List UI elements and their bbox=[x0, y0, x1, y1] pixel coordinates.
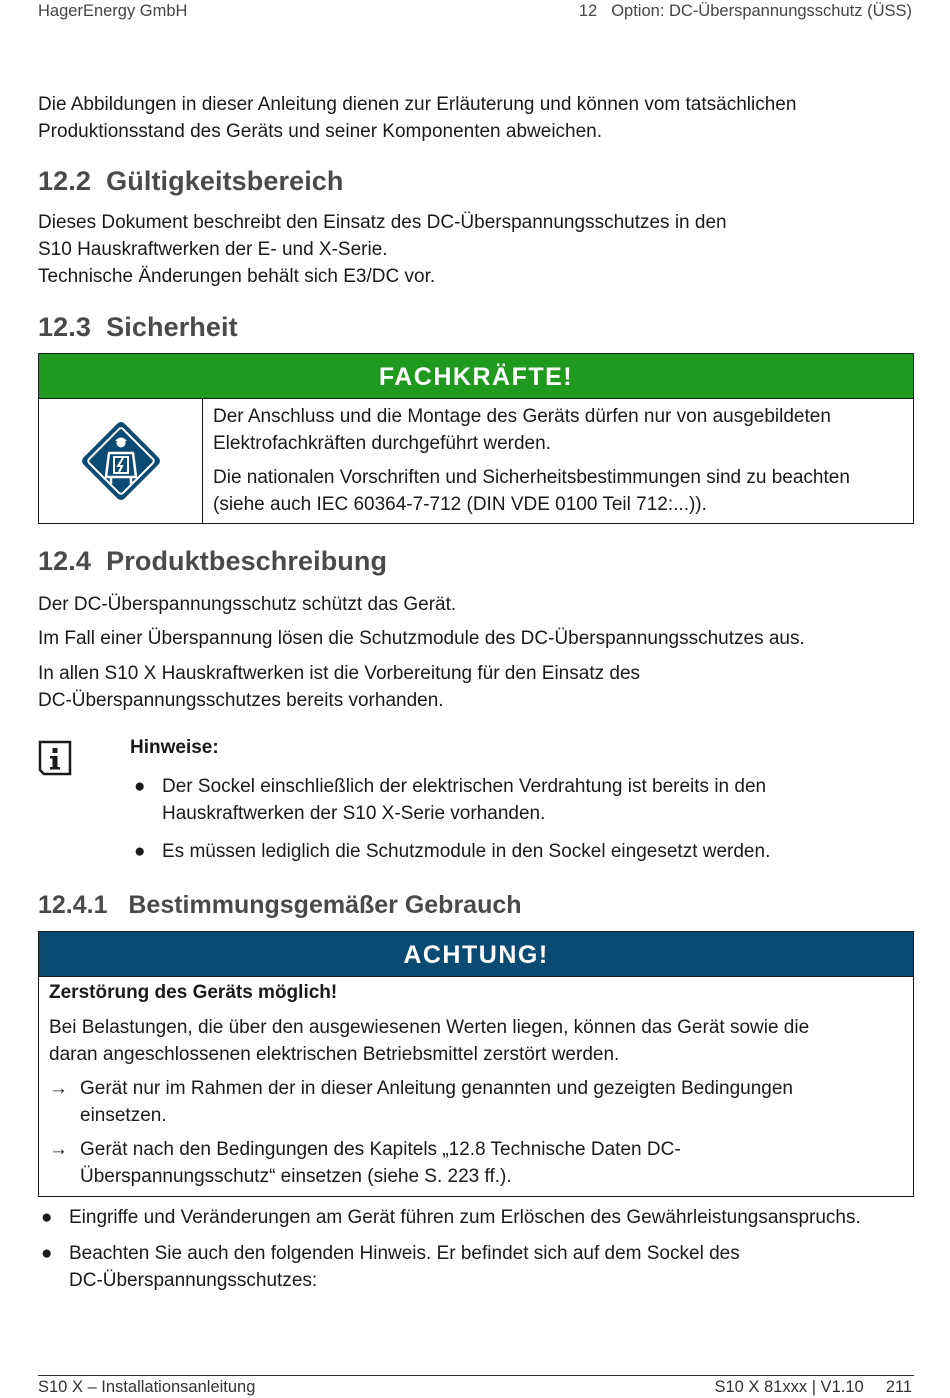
chapter-number: 12 bbox=[578, 2, 598, 20]
bullet: ● bbox=[134, 841, 146, 862]
intro-paragraph: Die Abbildungen in dieser Anleitung dienen zur Erläuterung und können vom tatsächlichen Produktionsstand des Geräts und seiner Komponenten abweichen. bbox=[38, 94, 797, 142]
footer-right bbox=[714, 1378, 912, 1397]
instruction-item-2: → Gerät nach den Bedingungen des Kapitels „12.8 Technische Daten DC- Überspannungsschutz“ einsetzen (siehe S. 223 ff.). bbox=[49, 1136, 903, 1190]
section-heading-12-4: 12.4 Produktbeschreibung bbox=[38, 546, 388, 576]
bullet: ● bbox=[41, 1207, 53, 1228]
document-id: S10 X 81xxx | V1.10 bbox=[714, 1378, 864, 1396]
note-item-1: ● Der Sockel einschließlich der elektrischen Verdrahtung ist bereits in den Hauskraftwerken der S10 X-Serie vorhanden. bbox=[162, 773, 902, 827]
warning-box-body bbox=[39, 977, 913, 1196]
note-title: Hinweise: bbox=[130, 737, 219, 758]
product-description-p2: Im Fall einer Überspannung lösen die Schutzmodule des DC-Überspannungsschutzes aus. bbox=[38, 628, 805, 649]
scope-paragraph: Dieses Dokument beschreibt den Einsatz des DC-Überspannungsschutzes in den S10 Hauskraftwerken der E- und X-Serie. Technische Änderungen behält sich E3/DC vor. bbox=[38, 212, 727, 287]
warning-box-title: ACHTUNG! bbox=[39, 932, 913, 977]
page-number: 211 bbox=[885, 1378, 912, 1396]
section-heading-12-2: 12.2 Gültigkeitsbereich bbox=[38, 166, 344, 196]
company-name: HagerEnergy GmbH bbox=[38, 2, 188, 20]
section-heading-12-3: 12.3 Sicherheit bbox=[38, 312, 238, 342]
arrow-icon: → bbox=[49, 1078, 68, 1099]
warning-box-achtung bbox=[38, 931, 914, 1197]
chapter-heading bbox=[579, 2, 912, 21]
instruction-item-1: → Gerät nur im Rahmen der in dieser Anleitung genannten und gezeigten Bedingungen einsetzen. bbox=[49, 1075, 903, 1129]
product-description-p3: In allen S10 X Hauskraftwerken ist die Vorbereitung für den Einsatz des DC-Überspannungsschutzes bereits vorhanden. bbox=[38, 663, 641, 711]
safety-box-title: FACHKRÄFTE! bbox=[39, 354, 913, 399]
note-item-2: ● Es müssen lediglich die Schutzmodule in den Sockel eingesetzt werden. bbox=[162, 838, 902, 865]
electrician-icon bbox=[81, 421, 161, 501]
document-title: S10 X – Installationsanleitung bbox=[38, 1378, 256, 1396]
info-icon bbox=[38, 740, 72, 776]
bullet: ● bbox=[41, 1243, 53, 1264]
page-header bbox=[38, 2, 912, 24]
safety-box-text: Der Anschluss und die Montage des Geräts dürfen nur von ausgebildeten Elektrofachkräften durchgeführt werden. Die nationalen Vorschriften und Sicherheitsbestimmungen sind zu beachten (siehe auch IEC 60364-7-712 (DIN VDE 0100 Teil 712:...)). bbox=[213, 406, 850, 515]
bullet: ● bbox=[134, 776, 146, 797]
warning-paragraph: Bei Belastungen, die über den ausgewiesenen Werten liegen, können das Gerät sowie die daran angeschlossenen elektrischen Betriebsmittel zerstört werden. bbox=[49, 1017, 810, 1065]
arrow-icon: → bbox=[49, 1139, 68, 1160]
bullet-item-1: ● Eingriffe und Veränderungen am Gerät führen zum Erlöschen des Gewährleistungsanspruchs. bbox=[69, 1204, 914, 1231]
section-heading-12-4-1: 12.4.1 Bestimmungsgemäßer Gebrauch bbox=[38, 891, 522, 919]
warning-headline: Zerstörung des Geräts möglich! bbox=[49, 982, 338, 1003]
product-description-p1: Der DC-Überspannungsschutz schützt das Gerät. bbox=[38, 594, 457, 615]
chapter-title: Option: DC-Überspannungsschutz (ÜSS) bbox=[611, 2, 912, 20]
bullet-item-2: ● Beachten Sie auch den folgenden Hinweis. Er befindet sich auf dem Sockel des DC-Überspannungsschutzes: bbox=[69, 1240, 914, 1294]
safety-box-fachkraefte bbox=[38, 353, 914, 524]
footer-divider bbox=[38, 1375, 914, 1376]
